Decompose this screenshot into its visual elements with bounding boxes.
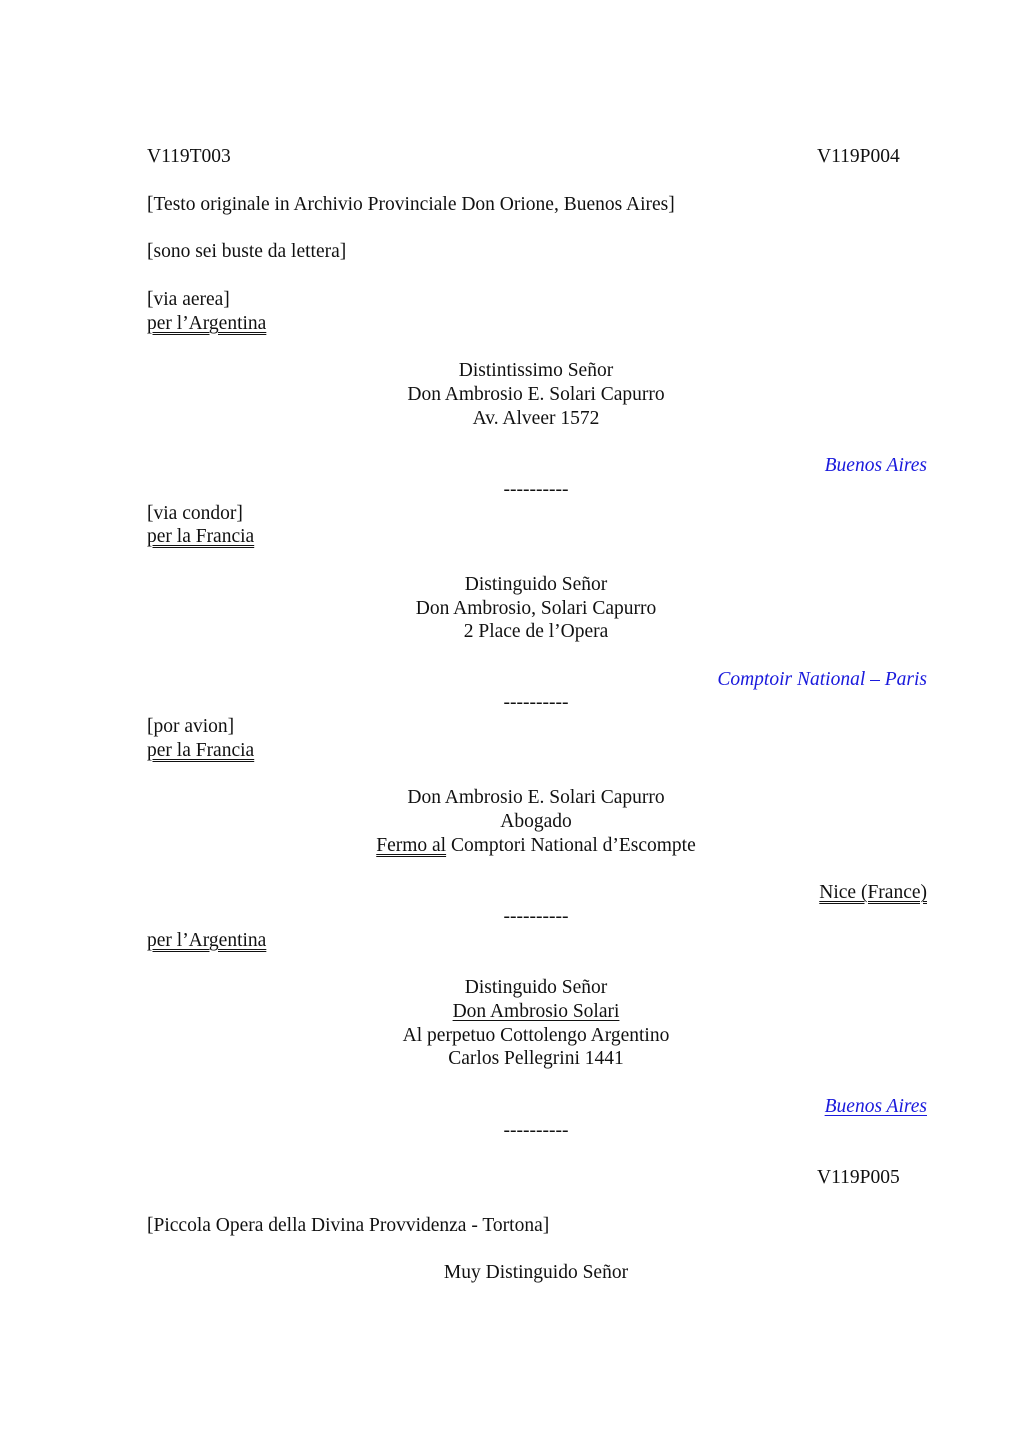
envelope2-city: Comptoir National – Paris	[717, 669, 927, 690]
separator: ----------	[503, 692, 569, 713]
page-code-right: V119P004	[817, 146, 900, 167]
envelope3-destination-text: per la Francia	[147, 740, 255, 761]
envelope1-destination	[147, 312, 266, 336]
letterhead-note: [Piccola Opera della Divina Provvidenza - Tortona]	[147, 1215, 550, 1236]
envelope2-address-line: Distinguido Señor	[464, 574, 608, 595]
envelope2-address-line: 2 Place de l’Opera	[463, 621, 609, 642]
envelope4-address-line: Distinguido Señor	[464, 977, 608, 998]
envelope3-address-line: Don Ambrosio E. Solari Capurro	[407, 787, 665, 808]
fermo-text: Fermo al	[376, 835, 447, 856]
envelope4-address-line: Carlos Pellegrini 1441	[448, 1048, 624, 1069]
envelope1-destination-text: per l’Argentina	[147, 313, 267, 334]
envelope3-city-text: Nice (France)	[819, 882, 927, 903]
page-code-next: V119P005	[817, 1167, 900, 1188]
envelope1-address-line: Distintissimo Señor	[458, 360, 614, 381]
fermo-rest-text: Comptori National d’Escompte	[446, 835, 696, 856]
envelope4-destination-text: per l’Argentina	[147, 930, 267, 951]
separator: ----------	[503, 479, 569, 500]
envelope3-city	[819, 881, 927, 905]
envelope4-destination	[147, 929, 266, 953]
salutation: Muy Distinguido Señor	[443, 1262, 629, 1283]
envelopes-note: [sono sei buste da lettera]	[147, 241, 347, 262]
envelope4-name-line	[0, 1000, 1024, 1024]
separator: ----------	[503, 1120, 569, 1141]
archive-note: [Testo originale in Archivio Provinciale Don Orione, Buenos Aires]	[147, 194, 675, 215]
page-code-left: V119T003	[147, 146, 231, 167]
envelope4-city-text: Buenos Aires	[824, 1096, 927, 1117]
envelope2-via: [via condor]	[147, 503, 243, 524]
envelope4-address-line: Al perpetuo Cottolengo Argentino	[402, 1025, 670, 1046]
envelope3-address-line: Abogado	[500, 811, 572, 832]
envelope3-fermo-line	[0, 834, 1024, 858]
envelope1-address-line: Av. Alveer 1572	[472, 408, 600, 429]
envelope4-city	[825, 1095, 927, 1119]
envelope3-via: [por avion]	[147, 716, 235, 737]
envelope2-destination-text: per la Francia	[147, 526, 255, 547]
envelope2-destination	[147, 525, 254, 549]
envelope2-address-line: Don Ambrosio, Solari Capurro	[415, 598, 657, 619]
separator: ----------	[503, 906, 569, 927]
envelope3-destination	[147, 739, 254, 763]
envelope1-address-line: Don Ambrosio E. Solari Capurro	[407, 384, 665, 405]
envelope1-via: [via aerea]	[147, 289, 230, 310]
envelope1-city: Buenos Aires	[824, 455, 927, 476]
envelope4-name-text: Don Ambrosio Solari	[452, 1001, 620, 1022]
